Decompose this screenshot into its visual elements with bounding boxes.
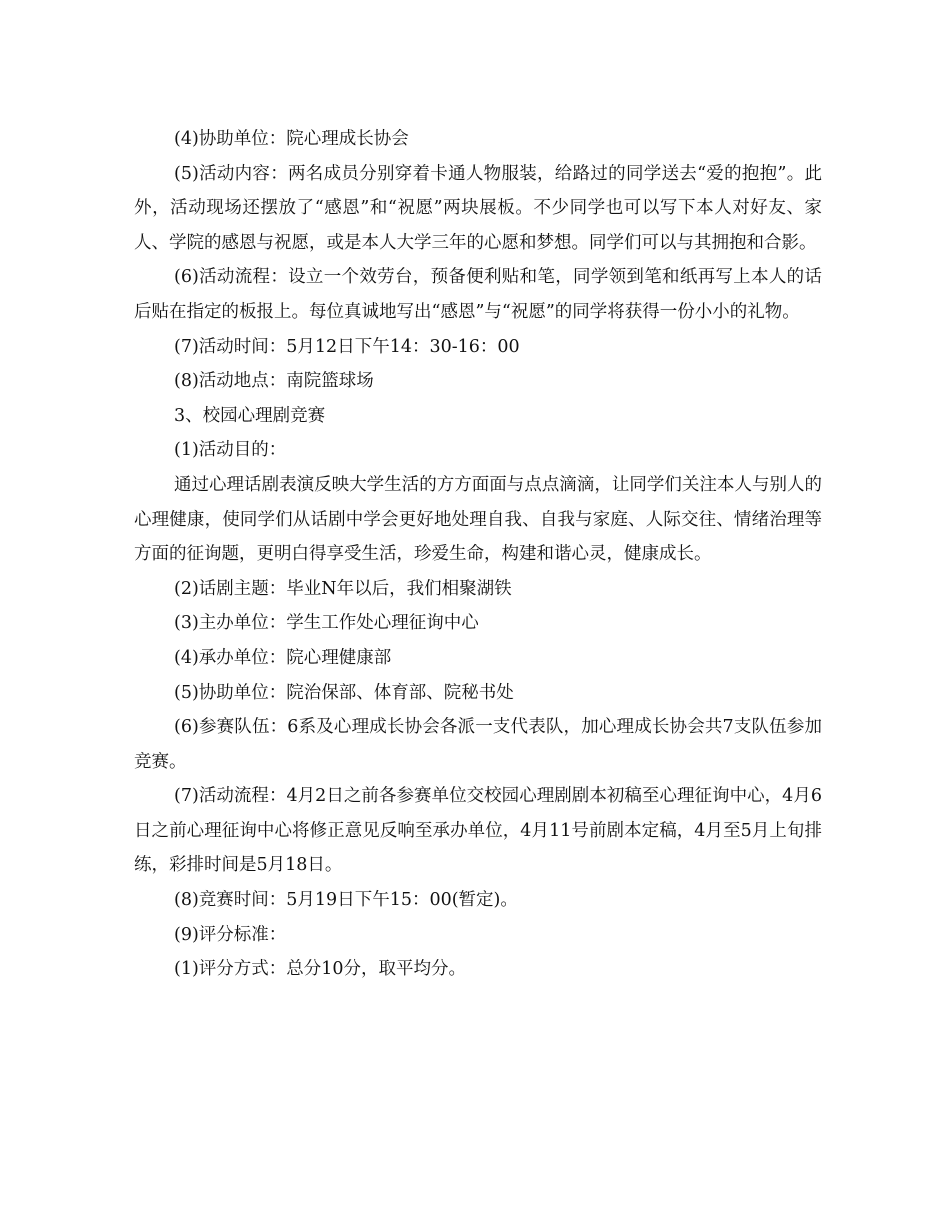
- section-heading: 3、校园心理剧竞赛: [174, 405, 326, 426]
- document-body: [134, 122, 822, 987]
- paragraph: (4)协助单位：院心理成长协会: [174, 129, 409, 149]
- paragraph: (4)承办单位：院心理健康部: [174, 647, 392, 668]
- paragraph: (3)主办单位：学生工作处心理征询中心: [174, 613, 479, 634]
- paragraph: (2)话剧主题：毕业N年以后，我们相聚湖铁: [174, 578, 512, 599]
- paragraph: (1)评分方式：总分10分，取平均分。: [174, 959, 467, 980]
- paragraph: (7)活动时间：5月12日下午14：30-16：00: [174, 336, 520, 357]
- paragraph: (7)活动流程：4月2日之前各参赛单位交校园心理剧剧本初稿至心理征询中心，4月6日之前心理征询中心将修正意见反响至承办单位，4月11号前剧本定稿，4月至5月上旬排练，彩排时间是5月18日。: [134, 786, 822, 876]
- paragraph: (5)活动内容：两名成员分别穿着卡通人物服装，给路过的同学送去“爱的抱抱”。此外，活动现场还摆放了“感恩”和“祝愿”两块展板。不少同学也可以写下本人对好友、家人、学院的感恩与祝愿，或是本人大学三年的心愿和梦想。同学们可以与其拥抱和合影。: [134, 163, 822, 253]
- paragraph: 通过心理话剧表演反映大学生活的方方面面与点点滴滴，让同学们关注本人与别人的心理健康，使同学们从话剧中学会更好地处理自我、自我与家庭、人际交往、情绪治理等方面的征询题，更明白得享受生活，珍爱生命，构建和谐心灵，健康成长。: [134, 474, 822, 565]
- paragraph: (6)参赛队伍：6系及心理成长协会各派一支代表队，加心理成长协会共7支队伍参加竞赛。: [134, 717, 822, 772]
- paragraph: (1)活动目的：: [174, 440, 287, 461]
- paragraph: (8)竞赛时间：5月19日下午15：00(暂定)。: [174, 890, 518, 911]
- paragraph: (5)协助单位：院治保部、体育部、院秘书处: [174, 682, 514, 703]
- paragraph: (9)评分标准：: [174, 924, 287, 945]
- paragraph: (6)活动流程：设立一个效劳台，预备便利贴和笔，同学领到笔和纸再写上本人的话后贴在指定的板报上。每位真诚地写出“感恩”与“祝愿”的同学将获得一份小小的礼物。: [134, 267, 822, 322]
- paragraph: (8)活动地点：南院篮球场: [174, 371, 374, 392]
